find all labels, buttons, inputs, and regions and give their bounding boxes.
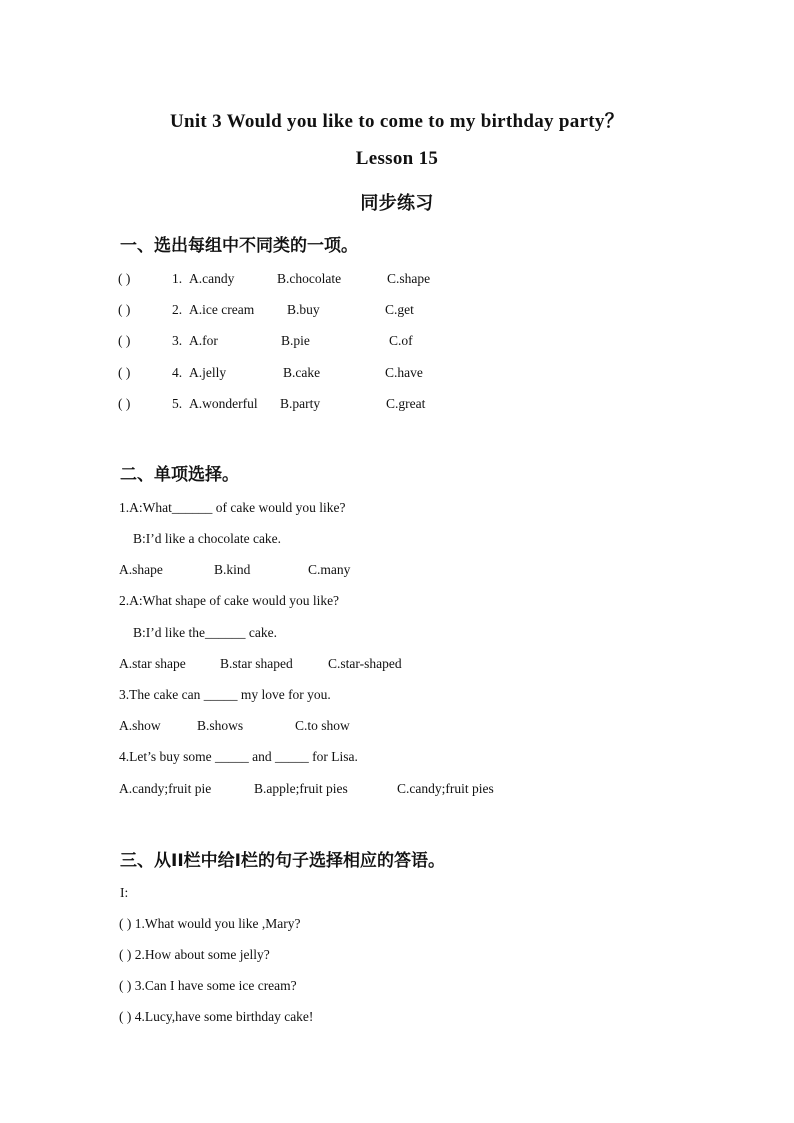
option-b[interactable]: B.apple;fruit pies bbox=[254, 781, 348, 796]
answer-paren[interactable]: ( ) bbox=[118, 333, 131, 348]
matching-item[interactable]: ( ) 1.What would you like ,Mary? bbox=[119, 916, 301, 931]
question-2: 2.A:What shape of cake would you like? bbox=[119, 593, 340, 608]
option-c: C.have bbox=[385, 365, 423, 380]
option-b: B.pie bbox=[281, 333, 310, 348]
section1-heading: 一、选出每组中不同类的一项。 bbox=[120, 236, 358, 256]
column-label: I: bbox=[120, 885, 129, 900]
answer-paren[interactable]: ( ) bbox=[118, 396, 131, 411]
option-b[interactable]: B.shows bbox=[197, 718, 244, 733]
option-c[interactable]: C.many bbox=[308, 562, 351, 577]
section1-item bbox=[0, 396, 794, 416]
question-2-options bbox=[0, 656, 794, 676]
section2-heading: 二、单项选择。 bbox=[120, 465, 239, 485]
option-b[interactable]: B.kind bbox=[214, 562, 251, 577]
section1-item bbox=[0, 333, 794, 353]
question-1: 1.A:What______ of cake would you like? bbox=[119, 500, 346, 515]
option-a: A.for bbox=[189, 333, 218, 348]
question-3-options bbox=[0, 718, 794, 738]
item-number: 2. bbox=[172, 302, 183, 317]
page-title: Unit 3 Would you like to come to my birthday party？ bbox=[169, 111, 625, 132]
question-4: 4.Let’s buy some _____ and _____ for Lisa. bbox=[119, 749, 358, 764]
question-1-dialogue: B:I’d like a chocolate cake. bbox=[133, 531, 282, 546]
matching-item[interactable]: ( ) 4.Lucy,have some birthday cake! bbox=[119, 1009, 314, 1024]
option-b: B.party bbox=[280, 396, 321, 411]
question-2-dialogue: B:I’d like the______ cake. bbox=[133, 625, 277, 640]
option-c: C.of bbox=[389, 333, 413, 348]
option-c[interactable]: C.star-shaped bbox=[328, 656, 402, 671]
option-c: C.get bbox=[385, 302, 414, 317]
question-1-options bbox=[0, 562, 794, 582]
option-a: A.wonderful bbox=[189, 396, 258, 411]
question-4-options bbox=[0, 781, 794, 801]
option-b: B.buy bbox=[287, 302, 320, 317]
option-b: B.chocolate bbox=[277, 271, 342, 286]
option-a: A.ice cream bbox=[189, 302, 255, 317]
option-c: C.great bbox=[386, 396, 426, 411]
question-3: 3.The cake can _____ my love for you. bbox=[119, 687, 331, 702]
lesson-title: Lesson 15 bbox=[355, 148, 439, 169]
section3-heading: 三、从II栏中给I栏的句子选择相应的答语。 bbox=[120, 851, 445, 871]
section1-item bbox=[0, 302, 794, 322]
option-a[interactable]: A.shape bbox=[119, 562, 163, 577]
option-b[interactable]: B.star shaped bbox=[220, 656, 293, 671]
option-a[interactable]: A.show bbox=[119, 718, 161, 733]
option-a: A.candy bbox=[189, 271, 235, 286]
item-number: 4. bbox=[172, 365, 183, 380]
option-c[interactable]: C.to show bbox=[295, 718, 350, 733]
answer-paren[interactable]: ( ) bbox=[118, 302, 131, 317]
option-c[interactable]: C.candy;fruit pies bbox=[397, 781, 494, 796]
answer-paren[interactable]: ( ) bbox=[118, 365, 131, 380]
option-a[interactable]: A.star shape bbox=[119, 656, 186, 671]
option-c: C.shape bbox=[387, 271, 431, 286]
exercise-subtitle: 同步练习 bbox=[360, 193, 434, 214]
option-a: A.jelly bbox=[189, 365, 227, 380]
matching-item[interactable]: ( ) 3.Can I have some ice cream? bbox=[119, 978, 297, 993]
matching-item[interactable]: ( ) 2.How about some jelly? bbox=[119, 947, 270, 962]
option-b: B.cake bbox=[283, 365, 321, 380]
item-number: 1. bbox=[172, 271, 183, 286]
item-number: 3. bbox=[172, 333, 183, 348]
item-number: 5. bbox=[172, 396, 183, 411]
section1-item bbox=[0, 271, 794, 291]
section1-item bbox=[0, 365, 794, 385]
option-a[interactable]: A.candy;fruit pie bbox=[119, 781, 212, 796]
answer-paren[interactable]: ( ) bbox=[118, 271, 131, 286]
